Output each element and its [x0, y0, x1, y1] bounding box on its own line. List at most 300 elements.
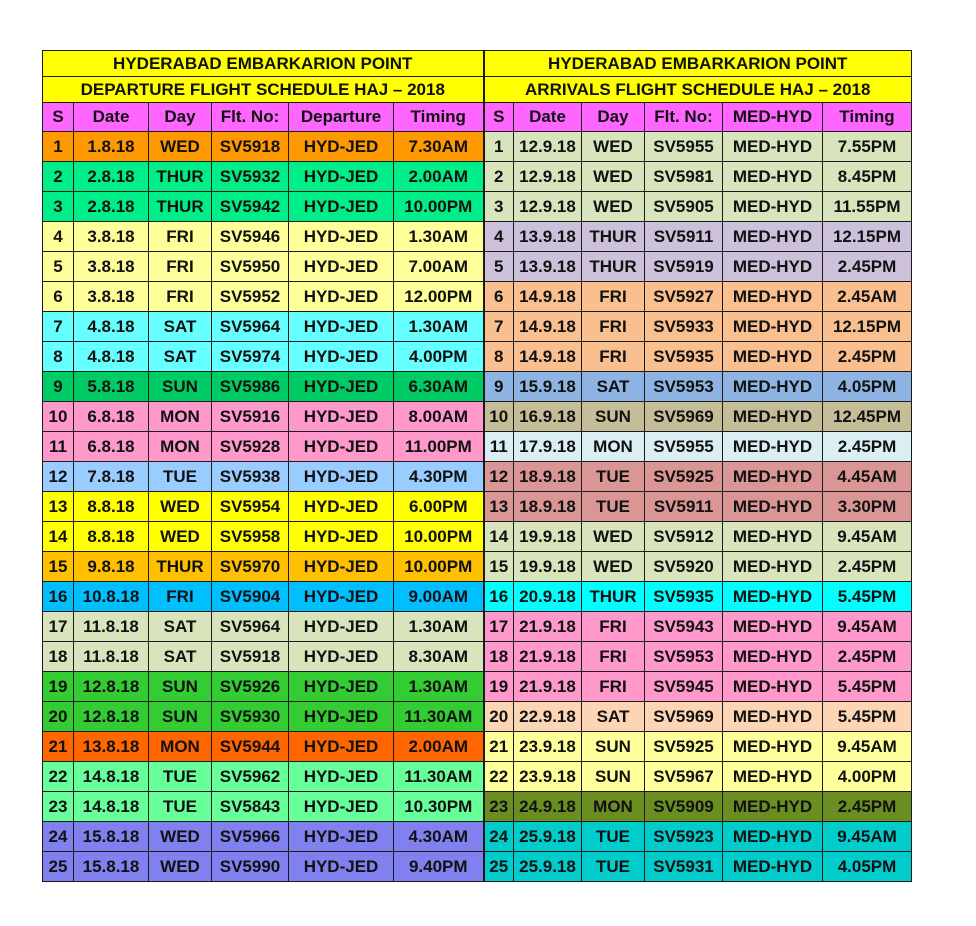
- dep-cell-route: HYD-JED: [289, 672, 394, 702]
- dep-cell-timing: 11.30AM: [394, 702, 484, 732]
- dep-cell-flight-no: SV5918: [212, 132, 289, 162]
- arr-cell-timing: 4.00PM: [823, 762, 912, 792]
- arr-cell-day: MON: [582, 792, 645, 822]
- arr-cell-timing: 2.45PM: [823, 552, 912, 582]
- arr-cell-day: WED: [582, 162, 645, 192]
- arr-cell-date: 21.9.18: [514, 672, 582, 702]
- flight-schedule: [42, 50, 912, 882]
- dep-cell-route: HYD-JED: [289, 402, 394, 432]
- dep-cell-timing: 1.30AM: [394, 312, 484, 342]
- dep-cell-timing: 1.30AM: [394, 612, 484, 642]
- table-row: [43, 372, 912, 402]
- dep-cell-serial: 8: [43, 342, 74, 372]
- arr-cell-date: 12.9.18: [514, 162, 582, 192]
- dep-header-day: Day: [149, 103, 212, 132]
- dep-cell-day: FRI: [149, 582, 212, 612]
- arr-cell-flight-no: SV5911: [645, 492, 723, 522]
- dep-cell-timing: 10.00PM: [394, 192, 484, 222]
- dep-cell-timing: 1.30AM: [394, 672, 484, 702]
- arr-cell-date: 22.9.18: [514, 702, 582, 732]
- dep-cell-flight-no: SV5950: [212, 252, 289, 282]
- dep-cell-day: SAT: [149, 342, 212, 372]
- dep-cell-day: MON: [149, 732, 212, 762]
- arr-cell-day: FRI: [582, 642, 645, 672]
- arr-cell-timing: 2.45PM: [823, 252, 912, 282]
- arr-cell-serial: 8: [484, 342, 514, 372]
- arr-cell-timing: 2.45PM: [823, 642, 912, 672]
- arr-cell-day: THUR: [582, 222, 645, 252]
- arr-cell-day: MON: [582, 432, 645, 462]
- dep-cell-flight-no: SV5962: [212, 762, 289, 792]
- arr-cell-flight-no: SV5911: [645, 222, 723, 252]
- dep-cell-day: THUR: [149, 192, 212, 222]
- arr-cell-route: MED-HYD: [723, 672, 823, 702]
- dep-cell-route: HYD-JED: [289, 702, 394, 732]
- departure-title: HYDERABAD EMBARKARION POINT: [43, 51, 484, 77]
- arr-cell-date: 13.9.18: [514, 252, 582, 282]
- dep-cell-flight-no: SV5932: [212, 162, 289, 192]
- arr-cell-flight-no: SV5923: [645, 822, 723, 852]
- dep-cell-day: SUN: [149, 672, 212, 702]
- dep-cell-date: 1.8.18: [74, 132, 149, 162]
- arr-cell-serial: 7: [484, 312, 514, 342]
- arr-cell-serial: 11: [484, 432, 514, 462]
- dep-cell-serial: 10: [43, 402, 74, 432]
- dep-cell-timing: 4.30PM: [394, 462, 484, 492]
- dep-cell-day: THUR: [149, 162, 212, 192]
- dep-cell-timing: 6.30AM: [394, 372, 484, 402]
- table-row: [43, 282, 912, 312]
- arr-cell-day: FRI: [582, 672, 645, 702]
- dep-cell-day: WED: [149, 852, 212, 882]
- arr-cell-serial: 20: [484, 702, 514, 732]
- dep-cell-flight-no: SV5843: [212, 792, 289, 822]
- dep-cell-serial: 19: [43, 672, 74, 702]
- dep-cell-serial: 6: [43, 282, 74, 312]
- dep-cell-route: HYD-JED: [289, 522, 394, 552]
- dep-cell-route: HYD-JED: [289, 792, 394, 822]
- dep-cell-timing: 2.00AM: [394, 732, 484, 762]
- arr-cell-route: MED-HYD: [723, 732, 823, 762]
- dep-cell-route: HYD-JED: [289, 222, 394, 252]
- arr-cell-flight-no: SV5912: [645, 522, 723, 552]
- dep-cell-flight-no: SV5970: [212, 552, 289, 582]
- arr-cell-date: 13.9.18: [514, 222, 582, 252]
- dep-cell-date: 8.8.18: [74, 522, 149, 552]
- dep-cell-serial: 5: [43, 252, 74, 282]
- arr-cell-day: TUE: [582, 852, 645, 882]
- arr-cell-serial: 12: [484, 462, 514, 492]
- table-row: [43, 642, 912, 672]
- dep-cell-serial: 9: [43, 372, 74, 402]
- arr-cell-flight-no: SV5925: [645, 732, 723, 762]
- table-row: [43, 672, 912, 702]
- dep-cell-flight-no: SV5990: [212, 852, 289, 882]
- arr-cell-flight-no: SV5955: [645, 132, 723, 162]
- arr-cell-flight-no: SV5945: [645, 672, 723, 702]
- arr-header-flight-no: Flt. No:: [645, 103, 723, 132]
- dep-cell-day: SAT: [149, 612, 212, 642]
- arr-cell-timing: 4.05PM: [823, 372, 912, 402]
- arr-cell-timing: 9.45AM: [823, 822, 912, 852]
- arr-cell-route: MED-HYD: [723, 192, 823, 222]
- dep-cell-route: HYD-JED: [289, 492, 394, 522]
- arr-cell-day: THUR: [582, 582, 645, 612]
- arr-cell-date: 19.9.18: [514, 552, 582, 582]
- arr-cell-serial: 15: [484, 552, 514, 582]
- table-row: [43, 732, 912, 762]
- dep-cell-timing: 10.00PM: [394, 522, 484, 552]
- dep-cell-route: HYD-JED: [289, 822, 394, 852]
- arr-cell-serial: 18: [484, 642, 514, 672]
- arr-cell-serial: 23: [484, 792, 514, 822]
- dep-cell-timing: 1.30AM: [394, 222, 484, 252]
- arr-cell-flight-no: SV5905: [645, 192, 723, 222]
- arr-cell-flight-no: SV5981: [645, 162, 723, 192]
- arr-cell-day: TUE: [582, 822, 645, 852]
- dep-cell-serial: 22: [43, 762, 74, 792]
- table-row: [43, 582, 912, 612]
- arr-cell-date: 23.9.18: [514, 732, 582, 762]
- arr-cell-route: MED-HYD: [723, 822, 823, 852]
- arr-cell-serial: 13: [484, 492, 514, 522]
- dep-cell-route: HYD-JED: [289, 762, 394, 792]
- arr-cell-timing: 5.45PM: [823, 702, 912, 732]
- dep-cell-flight-no: SV5916: [212, 402, 289, 432]
- dep-cell-timing: 2.00AM: [394, 162, 484, 192]
- arr-cell-day: THUR: [582, 252, 645, 282]
- dep-cell-day: THUR: [149, 552, 212, 582]
- arr-cell-serial: 25: [484, 852, 514, 882]
- arr-cell-day: SUN: [582, 732, 645, 762]
- arr-cell-flight-no: SV5919: [645, 252, 723, 282]
- dep-cell-route: HYD-JED: [289, 432, 394, 462]
- arr-cell-serial: 14: [484, 522, 514, 552]
- arr-cell-day: TUE: [582, 492, 645, 522]
- arrival-title: HYDERABAD EMBARKARION POINT: [484, 51, 912, 77]
- arr-cell-route: MED-HYD: [723, 252, 823, 282]
- arr-cell-date: 14.9.18: [514, 312, 582, 342]
- arr-cell-date: 17.9.18: [514, 432, 582, 462]
- dep-cell-flight-no: SV5946: [212, 222, 289, 252]
- dep-cell-day: WED: [149, 822, 212, 852]
- table-row: [43, 432, 912, 462]
- dep-cell-serial: 15: [43, 552, 74, 582]
- dep-cell-date: 9.8.18: [74, 552, 149, 582]
- table-row: [43, 792, 912, 822]
- dep-cell-timing: 4.00PM: [394, 342, 484, 372]
- dep-header-date: Date: [74, 103, 149, 132]
- arr-cell-route: MED-HYD: [723, 372, 823, 402]
- dep-cell-day: WED: [149, 132, 212, 162]
- dep-cell-route: HYD-JED: [289, 312, 394, 342]
- dep-cell-date: 6.8.18: [74, 402, 149, 432]
- dep-cell-day: SAT: [149, 312, 212, 342]
- arr-cell-date: 14.9.18: [514, 342, 582, 372]
- arr-cell-date: 15.9.18: [514, 372, 582, 402]
- arrival-subtitle: ARRIVALS FLIGHT SCHEDULE HAJ – 2018: [484, 77, 912, 103]
- arr-cell-serial: 9: [484, 372, 514, 402]
- arr-cell-day: SAT: [582, 702, 645, 732]
- dep-cell-timing: 8.00AM: [394, 402, 484, 432]
- arr-cell-day: SUN: [582, 402, 645, 432]
- dep-cell-serial: 16: [43, 582, 74, 612]
- arr-cell-serial: 22: [484, 762, 514, 792]
- dep-cell-date: 4.8.18: [74, 342, 149, 372]
- arr-cell-day: WED: [582, 192, 645, 222]
- dep-cell-flight-no: SV5930: [212, 702, 289, 732]
- dep-cell-serial: 21: [43, 732, 74, 762]
- dep-cell-serial: 11: [43, 432, 74, 462]
- dep-cell-day: WED: [149, 492, 212, 522]
- arr-cell-route: MED-HYD: [723, 222, 823, 252]
- arr-cell-flight-no: SV5935: [645, 342, 723, 372]
- dep-cell-date: 3.8.18: [74, 222, 149, 252]
- arr-cell-date: 16.9.18: [514, 402, 582, 432]
- table-row: [43, 162, 912, 192]
- dep-cell-date: 10.8.18: [74, 582, 149, 612]
- dep-cell-day: MON: [149, 402, 212, 432]
- table-row: [43, 552, 912, 582]
- table-row: [43, 132, 912, 162]
- dep-cell-route: HYD-JED: [289, 642, 394, 672]
- arr-cell-date: 12.9.18: [514, 192, 582, 222]
- arr-cell-day: WED: [582, 552, 645, 582]
- dep-cell-serial: 13: [43, 492, 74, 522]
- dep-cell-route: HYD-JED: [289, 852, 394, 882]
- dep-cell-flight-no: SV5938: [212, 462, 289, 492]
- departure-subtitle: DEPARTURE FLIGHT SCHEDULE HAJ – 2018: [43, 77, 484, 103]
- arr-cell-date: 12.9.18: [514, 132, 582, 162]
- dep-cell-date: 12.8.18: [74, 702, 149, 732]
- arr-cell-route: MED-HYD: [723, 402, 823, 432]
- dep-cell-timing: 9.40PM: [394, 852, 484, 882]
- dep-cell-date: 3.8.18: [74, 252, 149, 282]
- dep-cell-timing: 7.00AM: [394, 252, 484, 282]
- dep-cell-day: TUE: [149, 792, 212, 822]
- arr-cell-date: 14.9.18: [514, 282, 582, 312]
- dep-cell-timing: 10.00PM: [394, 552, 484, 582]
- table-row: [43, 462, 912, 492]
- dep-cell-date: 13.8.18: [74, 732, 149, 762]
- dep-cell-timing: 6.00PM: [394, 492, 484, 522]
- dep-cell-day: TUE: [149, 462, 212, 492]
- arr-header-date: Date: [514, 103, 582, 132]
- dep-cell-serial: 3: [43, 192, 74, 222]
- dep-cell-timing: 4.30AM: [394, 822, 484, 852]
- dep-cell-date: 12.8.18: [74, 672, 149, 702]
- dep-cell-day: WED: [149, 522, 212, 552]
- dep-cell-date: 11.8.18: [74, 642, 149, 672]
- dep-cell-flight-no: SV5928: [212, 432, 289, 462]
- arr-cell-date: 24.9.18: [514, 792, 582, 822]
- arr-cell-date: 18.9.18: [514, 492, 582, 522]
- arr-cell-date: 25.9.18: [514, 852, 582, 882]
- arr-cell-date: 21.9.18: [514, 612, 582, 642]
- arr-cell-day: WED: [582, 522, 645, 552]
- dep-cell-flight-no: SV5964: [212, 612, 289, 642]
- dep-cell-timing: 7.30AM: [394, 132, 484, 162]
- arr-cell-timing: 9.45AM: [823, 732, 912, 762]
- dep-cell-serial: 4: [43, 222, 74, 252]
- arr-header-s: S: [484, 103, 514, 132]
- arr-cell-timing: 5.45PM: [823, 582, 912, 612]
- arr-cell-flight-no: SV5935: [645, 582, 723, 612]
- dep-cell-day: FRI: [149, 222, 212, 252]
- dep-header-timing: Timing: [394, 103, 484, 132]
- dep-cell-flight-no: SV5964: [212, 312, 289, 342]
- dep-cell-date: 7.8.18: [74, 462, 149, 492]
- dep-cell-serial: 18: [43, 642, 74, 672]
- arr-cell-day: FRI: [582, 612, 645, 642]
- dep-cell-timing: 12.00PM: [394, 282, 484, 312]
- dep-cell-date: 4.8.18: [74, 312, 149, 342]
- dep-cell-route: HYD-JED: [289, 732, 394, 762]
- dep-cell-flight-no: SV5944: [212, 732, 289, 762]
- dep-cell-flight-no: SV5942: [212, 192, 289, 222]
- arr-cell-flight-no: SV5931: [645, 852, 723, 882]
- arr-cell-timing: 3.30PM: [823, 492, 912, 522]
- arr-cell-timing: 9.45AM: [823, 612, 912, 642]
- table-row: [43, 852, 912, 882]
- dep-cell-day: FRI: [149, 282, 212, 312]
- dep-cell-flight-no: SV5974: [212, 342, 289, 372]
- dep-cell-date: 8.8.18: [74, 492, 149, 522]
- dep-header-s: S: [43, 103, 74, 132]
- arr-cell-timing: 9.45AM: [823, 522, 912, 552]
- table-row: [43, 312, 912, 342]
- arr-cell-route: MED-HYD: [723, 612, 823, 642]
- dep-cell-flight-no: SV5926: [212, 672, 289, 702]
- table-row: [43, 252, 912, 282]
- dep-cell-route: HYD-JED: [289, 162, 394, 192]
- arr-cell-day: FRI: [582, 342, 645, 372]
- table-row: [43, 222, 912, 252]
- arr-cell-flight-no: SV5969: [645, 702, 723, 732]
- dep-cell-date: 11.8.18: [74, 612, 149, 642]
- dep-cell-route: HYD-JED: [289, 282, 394, 312]
- dep-cell-timing: 8.30AM: [394, 642, 484, 672]
- dep-cell-date: 2.8.18: [74, 192, 149, 222]
- arr-cell-serial: 6: [484, 282, 514, 312]
- arr-cell-timing: 4.45AM: [823, 462, 912, 492]
- dep-cell-day: SAT: [149, 642, 212, 672]
- arr-cell-date: 18.9.18: [514, 462, 582, 492]
- dep-cell-serial: 12: [43, 462, 74, 492]
- dep-cell-timing: 9.00AM: [394, 582, 484, 612]
- arr-cell-timing: 2.45PM: [823, 342, 912, 372]
- arr-cell-flight-no: SV5969: [645, 402, 723, 432]
- arr-cell-flight-no: SV5943: [645, 612, 723, 642]
- table-row: [43, 522, 912, 552]
- arr-cell-route: MED-HYD: [723, 462, 823, 492]
- arr-cell-flight-no: SV5920: [645, 552, 723, 582]
- arr-cell-day: WED: [582, 132, 645, 162]
- arr-cell-serial: 2: [484, 162, 514, 192]
- arr-cell-flight-no: SV5927: [645, 282, 723, 312]
- dep-cell-route: HYD-JED: [289, 192, 394, 222]
- arr-cell-serial: 24: [484, 822, 514, 852]
- arr-cell-route: MED-HYD: [723, 492, 823, 522]
- arr-cell-route: MED-HYD: [723, 582, 823, 612]
- dep-cell-route: HYD-JED: [289, 552, 394, 582]
- arr-cell-route: MED-HYD: [723, 702, 823, 732]
- dep-cell-date: 5.8.18: [74, 372, 149, 402]
- arr-cell-date: 19.9.18: [514, 522, 582, 552]
- arr-cell-route: MED-HYD: [723, 552, 823, 582]
- arr-header-timing: Timing: [823, 103, 912, 132]
- arr-cell-route: MED-HYD: [723, 852, 823, 882]
- dep-cell-date: 3.8.18: [74, 282, 149, 312]
- dep-cell-route: HYD-JED: [289, 342, 394, 372]
- dep-cell-date: 2.8.18: [74, 162, 149, 192]
- dep-cell-route: HYD-JED: [289, 252, 394, 282]
- dep-cell-day: FRI: [149, 252, 212, 282]
- dep-cell-day: MON: [149, 432, 212, 462]
- arr-cell-route: MED-HYD: [723, 132, 823, 162]
- arr-cell-serial: 19: [484, 672, 514, 702]
- arr-cell-serial: 16: [484, 582, 514, 612]
- dep-cell-serial: 2: [43, 162, 74, 192]
- dep-cell-date: 15.8.18: [74, 822, 149, 852]
- dep-cell-date: 14.8.18: [74, 762, 149, 792]
- dep-cell-serial: 17: [43, 612, 74, 642]
- arr-cell-timing: 7.55PM: [823, 132, 912, 162]
- arr-header-day: Day: [582, 103, 645, 132]
- arr-cell-timing: 2.45AM: [823, 282, 912, 312]
- dep-cell-timing: 10.30PM: [394, 792, 484, 822]
- table-row: [43, 702, 912, 732]
- dep-header-flight-no: Flt. No:: [212, 103, 289, 132]
- arr-cell-day: SUN: [582, 762, 645, 792]
- arr-cell-timing: 5.45PM: [823, 672, 912, 702]
- arr-cell-date: 25.9.18: [514, 822, 582, 852]
- table-row: [43, 822, 912, 852]
- arr-cell-route: MED-HYD: [723, 312, 823, 342]
- arr-cell-serial: 1: [484, 132, 514, 162]
- dep-cell-route: HYD-JED: [289, 582, 394, 612]
- schedule-table: [42, 50, 912, 882]
- arr-cell-serial: 10: [484, 402, 514, 432]
- arr-cell-route: MED-HYD: [723, 522, 823, 552]
- table-row: [43, 492, 912, 522]
- dep-cell-timing: 11.00PM: [394, 432, 484, 462]
- dep-header-departure: Departure: [289, 103, 394, 132]
- dep-cell-day: TUE: [149, 762, 212, 792]
- arr-cell-date: 21.9.18: [514, 642, 582, 672]
- dep-cell-serial: 7: [43, 312, 74, 342]
- table-row: [43, 342, 912, 372]
- arr-cell-route: MED-HYD: [723, 342, 823, 372]
- arr-cell-serial: 5: [484, 252, 514, 282]
- dep-cell-route: HYD-JED: [289, 612, 394, 642]
- dep-cell-flight-no: SV5904: [212, 582, 289, 612]
- dep-cell-flight-no: SV5958: [212, 522, 289, 552]
- table-row: [43, 192, 912, 222]
- arr-cell-flight-no: SV5967: [645, 762, 723, 792]
- dep-cell-serial: 20: [43, 702, 74, 732]
- dep-cell-route: HYD-JED: [289, 132, 394, 162]
- arr-cell-timing: 2.45PM: [823, 432, 912, 462]
- table-row: [43, 402, 912, 432]
- arr-cell-timing: 8.45PM: [823, 162, 912, 192]
- arr-cell-day: SAT: [582, 372, 645, 402]
- arr-cell-route: MED-HYD: [723, 162, 823, 192]
- arr-cell-day: FRI: [582, 282, 645, 312]
- arr-cell-serial: 17: [484, 612, 514, 642]
- table-row: [43, 762, 912, 792]
- dep-cell-serial: 14: [43, 522, 74, 552]
